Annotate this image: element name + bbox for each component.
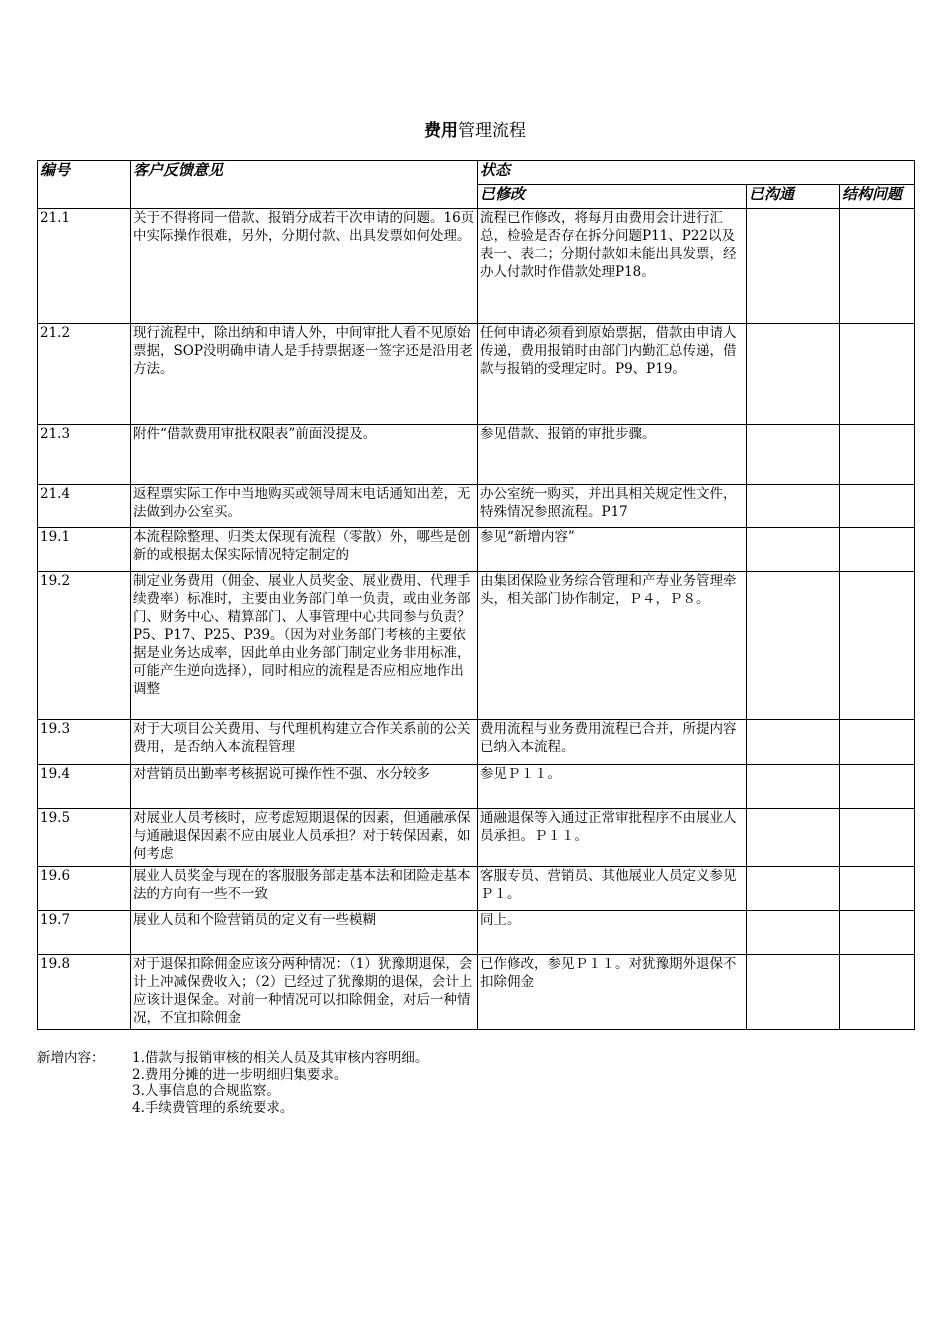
- table-row: [38, 528, 915, 572]
- row-communicated: [747, 572, 840, 720]
- row-feedback: 对展业人员考核时，应考虑短期退保的因素，但通融承保与通融退保因素不应由展业人员承担？对于转保因素，如何考虑: [131, 809, 478, 867]
- row-communicated: [747, 867, 840, 911]
- row-id: 19.1: [38, 528, 131, 572]
- row-id: 21.1: [38, 209, 131, 324]
- row-modified: 任何申请必须看到原始票据，借款由申请人传递，费用报销时由部门内勤汇总传递，借款与报销的受理定时。P9、P19。: [478, 324, 747, 425]
- table-row: [38, 911, 915, 955]
- title-rest: 管理流程: [458, 121, 526, 141]
- row-id: 21.4: [38, 485, 131, 528]
- row-structural: [840, 955, 915, 1030]
- row-communicated: [747, 425, 840, 485]
- feedback-table: [37, 160, 915, 1030]
- row-communicated: [747, 324, 840, 425]
- title-bold: 费用: [424, 121, 458, 141]
- row-feedback: 附件“借款费用审批权限表”前面没提及。: [131, 425, 478, 485]
- row-feedback: 关于不得将同一借款、报销分成若干次申请的问题。16页中实际操作很难，另外，分期付款、出具发票如何处理。: [131, 209, 478, 324]
- notes-list: [132, 1049, 428, 1115]
- row-structural: [840, 324, 915, 425]
- row-modified: 流程已作修改，将每月由费用会计进行汇总，检验是否存在拆分问题P11、P22以及表一、表二；分期付款如未能出具发票，经办人付款时作借款处理P18。: [478, 209, 747, 324]
- row-feedback: 展业人员奖金与现在的客服服务部走基本法和团险走基本法的方向有一些不一致: [131, 867, 478, 911]
- row-modified: 由集团保险业务综合管理和产寿业务管理牵头，相关部门协作制定，Ｐ４，Ｐ８。: [478, 572, 747, 720]
- row-communicated: [747, 911, 840, 955]
- row-modified: 办公室统一购买，并出具相关规定性文件，特殊情况参照流程。P17: [478, 485, 747, 528]
- row-feedback: 本流程除整理、归类太保现有流程（零散）外，哪些是创新的或根据太保实际情况特定制定的: [131, 528, 478, 572]
- row-modified: 费用流程与业务费用流程已合并，所提内容已纳入本流程。: [478, 720, 747, 765]
- table-row: [38, 955, 915, 1030]
- row-structural: [840, 867, 915, 911]
- row-structural: [840, 209, 915, 324]
- row-feedback: 对于退保扣除佣金应该分两种情况：（1）犹豫期退保，会计上冲减保费收入；（2）已经过了犹豫期的退保，会计上应该计退保金。对前一种情况可以扣除佣金，对后一种情况，不宜扣除佣金: [131, 955, 478, 1030]
- table-row: [38, 720, 915, 765]
- row-modified: 已作修改，参见Ｐ１１。对犹豫期外退保不扣除佣金: [478, 955, 747, 1030]
- row-communicated: [747, 955, 840, 1030]
- row-modified: 参见“新增内容”: [478, 528, 747, 572]
- header-modified: 已修改: [478, 185, 747, 209]
- row-id: 19.2: [38, 572, 131, 720]
- row-communicated: [747, 485, 840, 528]
- row-id: 19.3: [38, 720, 131, 765]
- list-item: 1.借款与报销审核的相关人员及其审核内容明细。: [132, 1050, 429, 1066]
- row-id: 19.8: [38, 955, 131, 1030]
- table-row: [38, 572, 915, 720]
- row-feedback: 制定业务费用（佣金、展业人员奖金、展业费用、代理手续费率）标准时，主要由业务部门单一负责，或由业务部门、财务中心、精算部门、人事管理中心共同参与负责？P5、P17、P25、P39。（因为对业务部门考核的主要依据是业务达成率，因此单由业务部门制定业务非用标准，可能产生逆向选择），同时相应的流程是否应相应地作出调整: [131, 572, 478, 720]
- row-structural: [840, 720, 915, 765]
- row-id: 21.3: [38, 425, 131, 485]
- notes-label: 新增内容：: [37, 1050, 105, 1066]
- row-modified: 通融退保等入通过正常审批程序不由展业人员承担。Ｐ１１。: [478, 809, 747, 867]
- table-row: [38, 209, 915, 324]
- list-item: 2.费用分摊的进一步明细归集要求。: [132, 1066, 348, 1083]
- table-row: [38, 425, 915, 485]
- row-structural: [840, 765, 915, 809]
- table-row: [38, 867, 915, 911]
- row-id: 19.7: [38, 911, 131, 955]
- table-row: [38, 809, 915, 867]
- row-structural: [840, 425, 915, 485]
- header-feedback: 客户反馈意见: [131, 161, 478, 209]
- row-structural: [840, 485, 915, 528]
- row-modified: 参见Ｐ１１。: [478, 765, 747, 809]
- header-structural: 结构问题: [840, 185, 915, 209]
- table-row: [38, 324, 915, 425]
- row-feedback: 返程票实际工作中当地购买或领导周末电话通知出差，无法做到办公室买。: [131, 485, 478, 528]
- page-title: [0, 116, 950, 141]
- row-id: 19.5: [38, 809, 131, 867]
- row-communicated: [747, 809, 840, 867]
- list-item: 3.人事信息的合规监察。: [132, 1083, 280, 1099]
- row-feedback: 现行流程中，除出纳和申请人外，中间审批人看不见原始票据，SOP没明确申请人是手持票据逐一签字还是沿用老方法。: [131, 324, 478, 425]
- row-structural: [840, 572, 915, 720]
- header-status: 状态: [478, 161, 915, 185]
- row-modified: 参见借款、报销的审批步骤。: [478, 425, 747, 485]
- table-row: [38, 765, 915, 809]
- header-communicated: 已沟通: [747, 185, 840, 209]
- row-feedback: 展业人员和个险营销员的定义有一些模糊: [131, 911, 478, 955]
- row-id: 19.4: [38, 765, 131, 809]
- table-row: [38, 485, 915, 528]
- row-communicated: [747, 720, 840, 765]
- row-communicated: [747, 765, 840, 809]
- row-modified: 同上。: [478, 911, 747, 955]
- row-modified: 客服专员、营销员、其他展业人员定义参见Ｐ１。: [478, 867, 747, 911]
- row-structural: [840, 911, 915, 955]
- list-item: 4.手续费管理的系统要求。: [132, 1099, 294, 1116]
- row-feedback: 对营销员出勤率考核据说可操作性不强、水分较多: [131, 765, 478, 809]
- row-id: 19.6: [38, 867, 131, 911]
- row-communicated: [747, 528, 840, 572]
- row-id: 21.2: [38, 324, 131, 425]
- row-communicated: [747, 209, 840, 324]
- row-structural: [840, 528, 915, 572]
- header-id: 编号: [38, 161, 131, 209]
- row-feedback: 对于大项目公关费用、与代理机构建立合作关系前的公关费用，是否纳入本流程管理: [131, 720, 478, 765]
- row-structural: [840, 809, 915, 867]
